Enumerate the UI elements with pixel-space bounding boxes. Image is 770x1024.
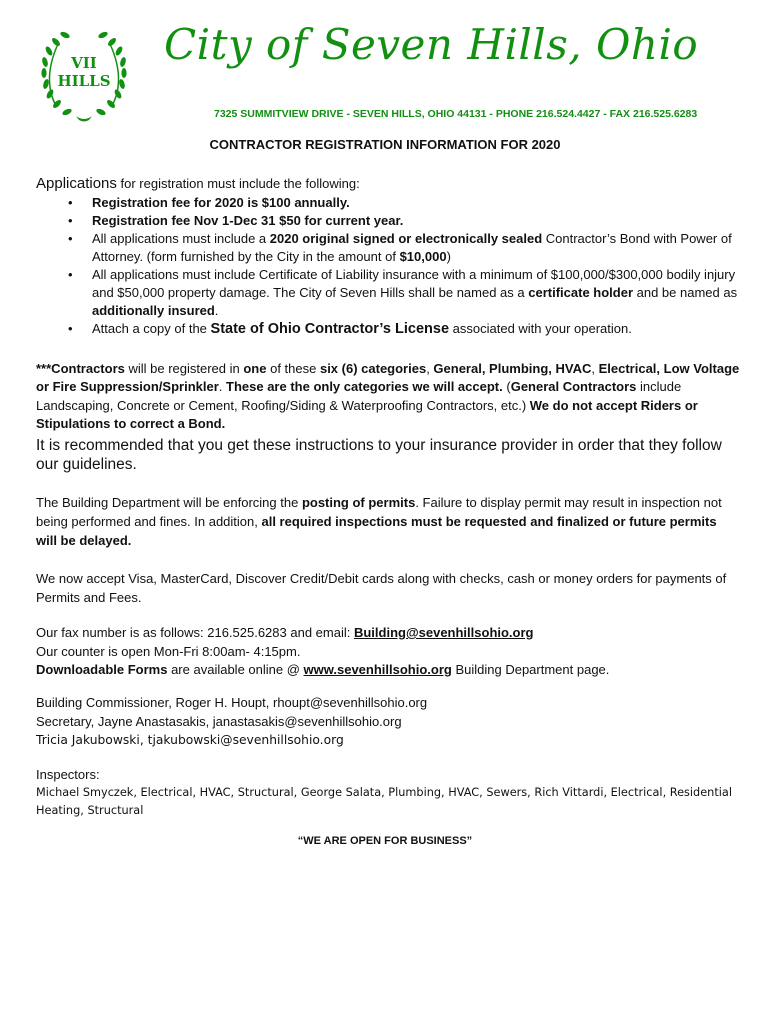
intro-rest: for registration must include the following: bbox=[116, 176, 360, 191]
email-link[interactable]: Building@sevenhillsohio.org bbox=[353, 625, 534, 640]
website-link[interactable]: www.sevenhillsohio.org bbox=[303, 662, 452, 677]
categories-text: six (6) categories bbox=[319, 361, 427, 376]
categories-text: ( bbox=[502, 379, 511, 395]
seal-text-top: VII bbox=[71, 54, 97, 72]
intro-lead: Applications bbox=[36, 175, 117, 192]
inspectors-label: Inspectors: bbox=[36, 767, 100, 782]
license-text: Attach a copy of the bbox=[92, 321, 211, 336]
registration-fee-annual: Registration fee for 2020 is $100 annually. bbox=[92, 195, 350, 210]
categories-text: , bbox=[591, 361, 599, 376]
categories-text: will be registered in bbox=[124, 361, 244, 376]
bond-text: Contractor’s Bond with Power of Attorney. (form furnished by the City in the amount of bbox=[92, 231, 732, 264]
categories-text: Electrical, Low Voltage or Fire Suppression/Sprinkler bbox=[36, 361, 740, 395]
bond-text: All applications must include a bbox=[92, 231, 270, 246]
categories-text: General, Plumbing, HVAC bbox=[433, 361, 592, 376]
categories-text: These are the only categories we will accept. bbox=[226, 379, 503, 395]
insurance-text: and be named as bbox=[633, 285, 738, 300]
registration-fee-partial: Registration fee Nov 1-Dec 31 $50 for current year. bbox=[92, 213, 404, 228]
address-line: 7325 SUMMITVIEW DRIVE - SEVEN HILLS, OHIO 44131 - PHONE 216.524.4427 - FAX 216.525.6283 bbox=[214, 108, 698, 120]
state-license: State of Ohio Contractor’s License bbox=[210, 321, 450, 337]
permits-text: . Failure to display permit may result in inspection not being performed and fines. In addition, bbox=[36, 495, 722, 529]
categories-text: ***Contractors bbox=[36, 361, 125, 376]
recommendation-paragraph: It is recommended that you get these instructions to your insurance provider in order that they follow our guidelines. bbox=[36, 437, 722, 473]
insurance-text: . bbox=[214, 303, 219, 318]
list-item bbox=[68, 320, 748, 338]
list-item bbox=[68, 212, 748, 230]
bond-text: ) bbox=[446, 249, 451, 264]
seal-text-bottom: HILLS bbox=[57, 72, 111, 90]
certificate-holder: certificate holder bbox=[528, 285, 634, 300]
categories-text: We do not accept Riders or Stipulations to correct a Bond. bbox=[36, 397, 698, 432]
categories-text: General Contractors bbox=[510, 379, 637, 395]
categories-text: one bbox=[243, 361, 267, 376]
secretary-line: Secretary, Jayne Anastasakis, janastasakis@sevenhillsohio.org bbox=[36, 713, 402, 729]
permits-text: all required inspections must be requested and finalized or future permits will be delayed. bbox=[36, 514, 717, 548]
requirements-list bbox=[68, 194, 748, 338]
city-seal-logo bbox=[36, 24, 132, 124]
categories-paragraph bbox=[36, 360, 741, 434]
bond-amount: $10,000 bbox=[399, 249, 447, 264]
hours-line: Our counter is open Mon-Fri 8:00am- 4:15pm. bbox=[36, 643, 301, 659]
clerk-line: Tricia Jakubowski, tjakubowski@sevenhillsohio.org bbox=[36, 733, 344, 747]
closing-slogan: “WE ARE OPEN FOR BUSINESS” bbox=[297, 835, 473, 847]
forms-text: Building Department page. bbox=[451, 662, 610, 677]
list-item bbox=[68, 230, 748, 266]
forms-text: are available online @ bbox=[167, 662, 304, 677]
city-title: City of Seven Hills, Ohio bbox=[164, 20, 699, 69]
document-heading: CONTRACTOR REGISTRATION INFORMATION FOR 2020 bbox=[209, 137, 561, 152]
forms-line bbox=[36, 661, 741, 680]
intro-line bbox=[36, 175, 360, 192]
permits-text: posting of permits bbox=[301, 495, 416, 510]
license-text: associated with your operation. bbox=[449, 321, 632, 336]
categories-text: . bbox=[218, 379, 227, 395]
inspectors-block bbox=[36, 766, 741, 820]
categories-text: include Landscaping, Concrete or Cement, Roofing/Siding & Waterproofing Contractors, etc.) bbox=[36, 379, 682, 413]
staff-block bbox=[36, 694, 741, 750]
permits-text: The Building Department will be enforcing the bbox=[36, 495, 302, 510]
payment-paragraph: We now accept Visa, MasterCard, Discover Credit/Debit cards along with checks, cash or money orders for payments of Permits and Fees. bbox=[36, 571, 727, 605]
bond-emphasis: 2020 original signed or electronically sealed bbox=[269, 231, 543, 246]
categories-text: , bbox=[426, 361, 434, 376]
fax-text: Our fax number is as follows: 216.525.6283 and email: bbox=[36, 625, 354, 640]
inspectors-names: Michael Smyczek, Electrical, HVAC, Structural, George Salata, Plumbing, HVAC, Sewers, Rich Vittardi, Electrical, Residential Heating, Structural bbox=[36, 786, 732, 817]
list-item bbox=[68, 266, 748, 320]
categories-text: of these bbox=[266, 361, 320, 376]
contact-block bbox=[36, 624, 741, 680]
permits-paragraph bbox=[36, 493, 741, 550]
insurance-text: All applications must include Certificate of Liability insurance with a minimum of $100,000/$300,000 bodily injury and $50,000 property damage. The City of Seven Hills shall be named as a bbox=[92, 267, 736, 300]
additionally-insured: additionally insured bbox=[92, 303, 215, 318]
forms-text: Downloadable Forms bbox=[36, 662, 168, 677]
list-item bbox=[68, 194, 748, 212]
commissioner-line: Building Commissioner, Roger H. Houpt, rhoupt@sevenhillsohio.org bbox=[36, 695, 428, 710]
fax-email-line bbox=[36, 624, 741, 643]
